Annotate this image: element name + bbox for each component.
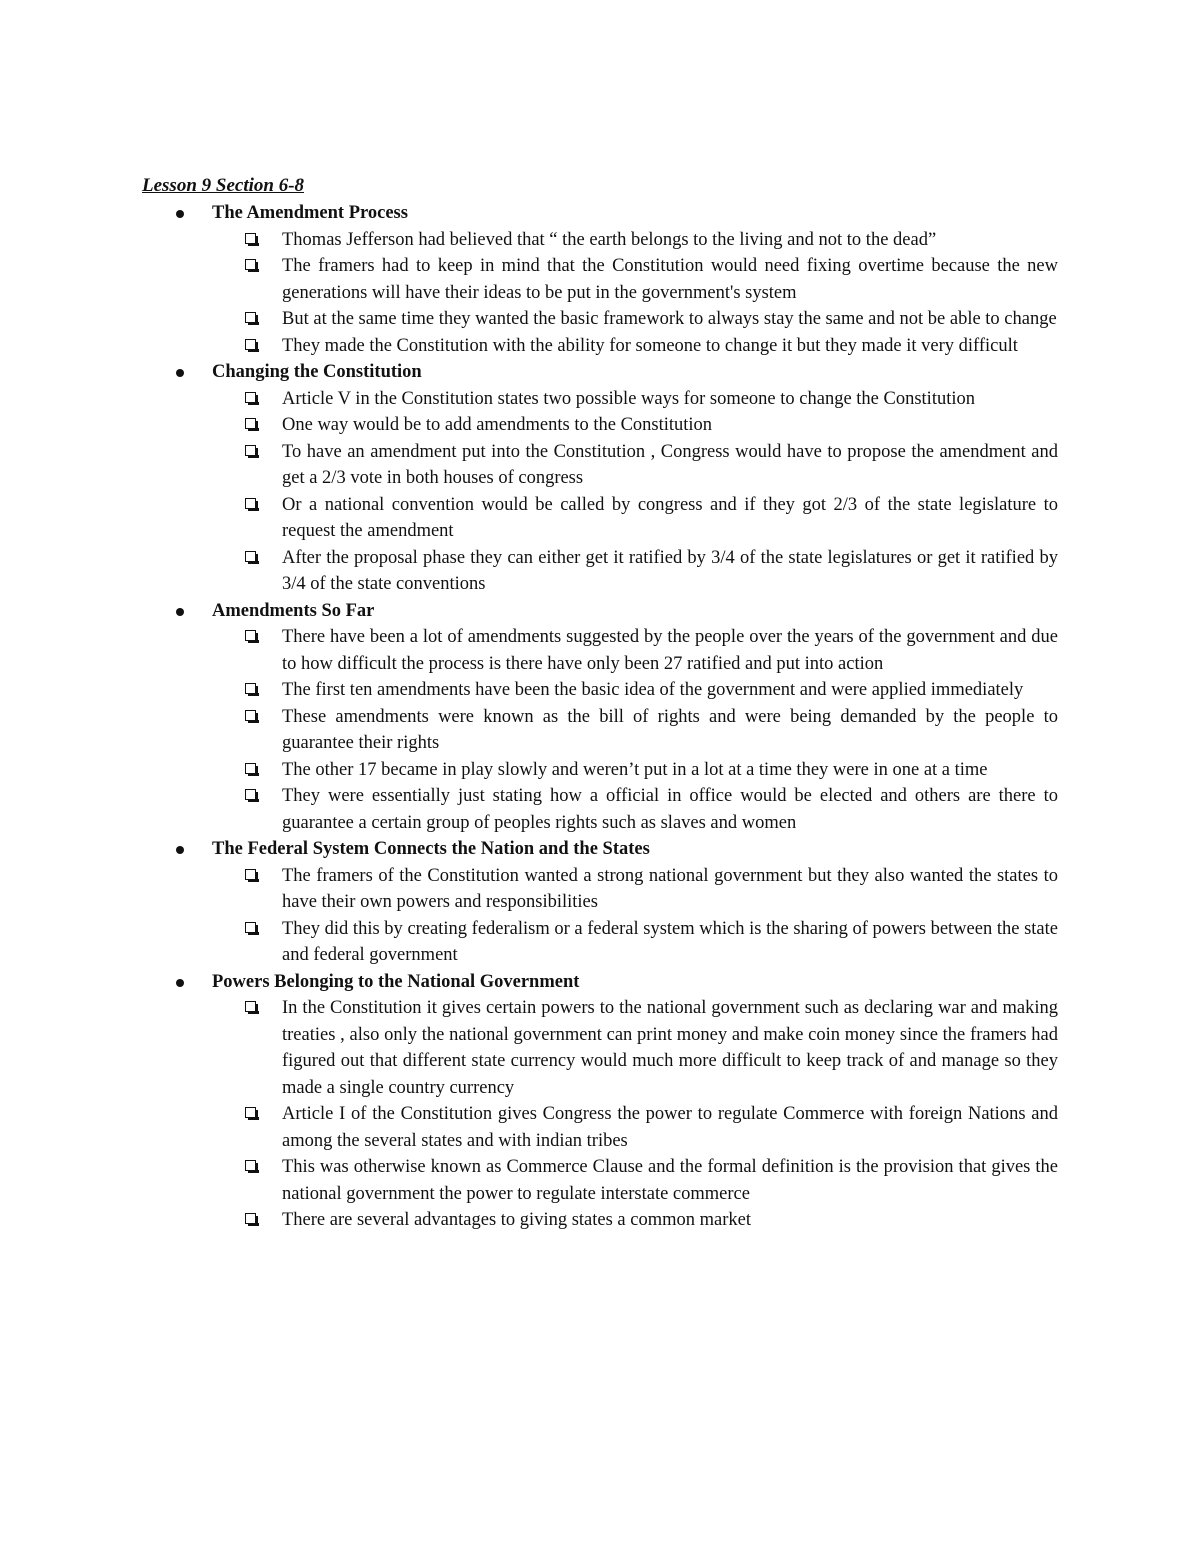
list-item: [282, 783, 1058, 836]
section-heading: Powers Belonging to the National Government: [212, 971, 580, 992]
list-item-text: Or a national convention would be called by congress and if they got 2/3 of the state legislature to request the amendment: [282, 494, 1058, 541]
list-item-text: Article I of the Constitution gives Congress the power to regulate Commerce with foreign Nations and among the several states and with indian tribes: [282, 1104, 1058, 1151]
list-item: [282, 492, 1058, 545]
checkbox-bullet-icon: [245, 763, 256, 774]
list-item: [282, 995, 1058, 1101]
bullet-icon: [176, 210, 184, 218]
checkbox-bullet-icon: [245, 392, 256, 403]
checkbox-bullet-icon: [245, 869, 256, 880]
list-item-text: They did this by creating federalism or a federal system which is the sharing of powers between the state and federal government: [282, 918, 1058, 965]
list-item-text: Article V in the Constitution states two possible ways for someone to change the Constitution: [282, 388, 975, 409]
section-heading-row: [0, 200, 1200, 227]
section-heading-row: [0, 969, 1200, 996]
section-heading-row: [0, 836, 1200, 863]
list-item-text: This was otherwise known as Commerce Clause and the formal definition is the provision that gives the national government the power to regulate interstate commerce: [282, 1157, 1058, 1204]
list-item: [282, 412, 1058, 439]
list-item: [282, 227, 1058, 254]
checkbox-bullet-icon: [245, 233, 256, 244]
list-item: [282, 253, 1058, 306]
checkbox-bullet-icon: [245, 445, 256, 456]
list-item-text: To have an amendment put into the Constitution , Congress would have to propose the amendment and get a 2/3 vote in both houses of congress: [282, 441, 1058, 488]
list-item: [282, 333, 1058, 360]
list-item-text: The framers of the Constitution wanted a strong national government but they also wanted the states to have their own powers and responsibilities: [282, 865, 1058, 912]
list-item-text: They were essentially just stating how a official in office would be elected and others are there to guarantee a certain group of peoples rights such as slaves and women: [282, 786, 1058, 833]
list-item: [282, 677, 1058, 704]
checkbox-bullet-icon: [245, 922, 256, 933]
list-item-text: The first ten amendments have been the basic idea of the government and were applied immediately: [282, 680, 1024, 700]
section-heading-row: [0, 598, 1200, 625]
checkbox-bullet-icon: [245, 259, 256, 270]
list-item: [282, 1207, 1058, 1234]
section-list: [0, 200, 1200, 1234]
list-item: [282, 757, 1058, 784]
bullet-icon: [176, 846, 184, 854]
checkbox-bullet-icon: [245, 630, 256, 641]
checkbox-bullet-icon: [245, 789, 256, 800]
list-item-text: But at the same time they wanted the basic framework to always stay the same and not be able to change: [282, 309, 1057, 329]
list-item: [282, 439, 1058, 492]
checkbox-bullet-icon: [245, 312, 256, 323]
bullet-icon: [176, 369, 184, 377]
checkbox-bullet-icon: [245, 683, 256, 694]
document-title: Lesson 9 Section 6-8: [142, 175, 305, 196]
checkbox-bullet-icon: [245, 498, 256, 509]
list-item-text: After the proposal phase they can either get it ratified by 3/4 of the state legislatures or get it ratified by 3/4 of the state conventions: [282, 547, 1058, 594]
list-item: [282, 306, 1058, 333]
list-item: [282, 704, 1058, 757]
checkbox-bullet-icon: [245, 1213, 256, 1224]
checkbox-bullet-icon: [245, 339, 256, 350]
section-heading: Amendments So Far: [212, 600, 375, 621]
list-item-text: One way would be to add amendments to the Constitution: [282, 415, 713, 435]
list-item: [282, 916, 1058, 969]
bullet-icon: [176, 608, 184, 616]
section-heading: The Amendment Process: [212, 203, 408, 223]
section-heading: The Federal System Connects the Nation and the States: [212, 839, 650, 859]
list-item-text: There are several advantages to giving states a common market: [282, 1210, 751, 1230]
list-item-text: In the Constitution it gives certain powers to the national government such as declaring war and making treaties , also only the national government can print money and make coin money since the framers had figured out that different state currency would much more difficult to keep track of and manage so they made a single country currency: [282, 998, 1058, 1098]
list-item-text: These amendments were known as the bill of rights and were being demanded by the people to guarantee their rights: [282, 706, 1058, 753]
checkbox-bullet-icon: [245, 1001, 256, 1012]
list-item-text: The other 17 became in play slowly and weren’t put in a lot at a time they were in one at a time: [282, 759, 988, 780]
list-item: [282, 1154, 1058, 1207]
checkbox-bullet-icon: [245, 418, 256, 429]
list-item: [282, 863, 1058, 916]
list-item-text: They made the Constitution with the ability for someone to change it but they made it very difficult: [282, 335, 1018, 356]
section-heading: Changing the Constitution: [212, 362, 422, 382]
bullet-icon: [176, 979, 184, 987]
section-heading-row: [0, 359, 1200, 386]
list-item-text: Thomas Jefferson had believed that “ the earth belongs to the living and not to the dead”: [282, 229, 937, 250]
list-item-text: The framers had to keep in mind that the Constitution would need fixing overtime because the new generations will have their ideas to be put in the government's system: [282, 256, 1058, 303]
list-item: [282, 1101, 1058, 1154]
list-item-text: There have been a lot of amendments suggested by the people over the years of the government and due to how difficult the process is there have only been 27 ratified and put into action: [282, 627, 1058, 674]
checkbox-bullet-icon: [245, 1107, 256, 1118]
checkbox-bullet-icon: [245, 710, 256, 721]
checkbox-bullet-icon: [245, 1160, 256, 1171]
list-item: [282, 624, 1058, 677]
list-item: [282, 386, 1058, 413]
list-item: [282, 545, 1058, 598]
checkbox-bullet-icon: [245, 551, 256, 562]
